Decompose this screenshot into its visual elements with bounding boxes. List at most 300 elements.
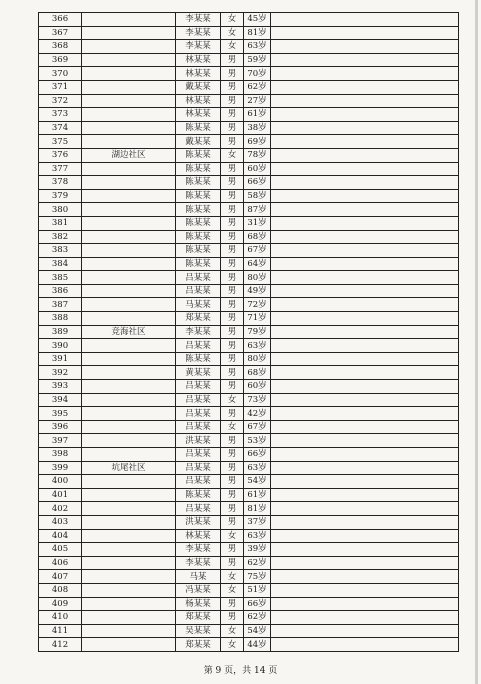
community-cell [82, 67, 176, 81]
person-name: 吕某某 [176, 393, 221, 407]
person-name: 吕某某 [176, 448, 221, 462]
person-age: 63岁 [244, 40, 271, 54]
person-age: 73岁 [244, 393, 271, 407]
community-cell [82, 488, 176, 502]
row-number: 366 [39, 13, 82, 27]
blank-cell [271, 244, 459, 258]
person-name: 戴某某 [176, 135, 221, 149]
row-number: 400 [39, 475, 82, 489]
blank-cell [271, 230, 459, 244]
person-name: 陈某某 [176, 121, 221, 135]
row-number: 390 [39, 339, 82, 353]
blank-cell [271, 380, 459, 394]
row-number: 412 [39, 638, 82, 652]
person-age: 44岁 [244, 638, 271, 652]
person-sex: 男 [221, 380, 244, 394]
blank-cell [271, 611, 459, 625]
person-sex: 男 [221, 366, 244, 380]
community-cell [82, 543, 176, 557]
person-sex: 男 [221, 176, 244, 190]
person-age: 81岁 [244, 502, 271, 516]
person-sex: 男 [221, 203, 244, 217]
community-cell: 坑尾社区 [82, 461, 176, 475]
person-sex: 男 [221, 230, 244, 244]
row-number: 368 [39, 40, 82, 54]
person-name: 冯某某 [176, 583, 221, 597]
person-age: 62岁 [244, 611, 271, 625]
person-name: 陈某某 [176, 162, 221, 176]
table-row [39, 189, 459, 203]
row-number: 370 [39, 67, 82, 81]
person-sex: 女 [221, 570, 244, 584]
blank-cell [271, 94, 459, 108]
row-number: 402 [39, 502, 82, 516]
person-age: 68岁 [244, 366, 271, 380]
blank-cell [271, 638, 459, 652]
table-row [39, 298, 459, 312]
person-name: 吴某某 [176, 624, 221, 638]
community-cell [82, 502, 176, 516]
community-cell [82, 26, 176, 40]
person-sex: 女 [221, 393, 244, 407]
blank-cell [271, 271, 459, 285]
row-number: 392 [39, 366, 82, 380]
row-number: 369 [39, 53, 82, 67]
blank-cell [271, 366, 459, 380]
table-row [39, 244, 459, 258]
table-row [39, 203, 459, 217]
table-row [39, 148, 459, 162]
row-number: 409 [39, 597, 82, 611]
person-name: 吕某某 [176, 461, 221, 475]
person-age: 61岁 [244, 108, 271, 122]
person-age: 63岁 [244, 529, 271, 543]
blank-cell [271, 162, 459, 176]
person-age: 62岁 [244, 556, 271, 570]
person-age: 37岁 [244, 515, 271, 529]
blank-cell [271, 393, 459, 407]
person-name: 杨某某 [176, 597, 221, 611]
community-cell [82, 366, 176, 380]
blank-cell [271, 502, 459, 516]
community-cell [82, 135, 176, 149]
community-cell [82, 475, 176, 489]
table-row [39, 366, 459, 380]
row-number: 407 [39, 570, 82, 584]
row-number: 397 [39, 434, 82, 448]
row-number: 376 [39, 148, 82, 162]
community-cell [82, 80, 176, 94]
blank-cell [271, 53, 459, 67]
person-name: 陈某某 [176, 488, 221, 502]
person-name: 林某某 [176, 108, 221, 122]
community-cell [82, 271, 176, 285]
blank-cell [271, 257, 459, 271]
blank-cell [271, 448, 459, 462]
row-number: 403 [39, 515, 82, 529]
table-row [39, 475, 459, 489]
blank-cell [271, 339, 459, 353]
person-age: 66岁 [244, 176, 271, 190]
blank-cell [271, 189, 459, 203]
community-cell [82, 529, 176, 543]
community-cell [82, 393, 176, 407]
blank-cell [271, 108, 459, 122]
community-cell [82, 53, 176, 67]
person-age: 60岁 [244, 380, 271, 394]
blank-cell [271, 135, 459, 149]
person-sex: 男 [221, 257, 244, 271]
roster-table-body [39, 13, 459, 652]
person-sex: 女 [221, 40, 244, 54]
person-name: 戴某某 [176, 80, 221, 94]
person-age: 78岁 [244, 148, 271, 162]
person-sex: 女 [221, 638, 244, 652]
community-cell [82, 407, 176, 421]
person-age: 79岁 [244, 325, 271, 339]
row-number: 372 [39, 94, 82, 108]
table-row [39, 624, 459, 638]
person-name: 陈某某 [176, 230, 221, 244]
person-age: 66岁 [244, 448, 271, 462]
person-name: 马某 [176, 570, 221, 584]
person-age: 45岁 [244, 13, 271, 27]
table-row [39, 393, 459, 407]
table-row [39, 121, 459, 135]
table-row [39, 502, 459, 516]
person-sex: 男 [221, 108, 244, 122]
table-row [39, 325, 459, 339]
person-name: 陈某某 [176, 176, 221, 190]
person-sex: 女 [221, 420, 244, 434]
community-cell [82, 570, 176, 584]
table-row [39, 284, 459, 298]
table-row [39, 135, 459, 149]
row-number: 406 [39, 556, 82, 570]
table-row [39, 461, 459, 475]
person-name: 吕某某 [176, 420, 221, 434]
person-sex: 男 [221, 162, 244, 176]
table-row [39, 67, 459, 81]
blank-cell [271, 121, 459, 135]
community-cell [82, 380, 176, 394]
person-name: 吕某某 [176, 284, 221, 298]
person-name: 吕某某 [176, 339, 221, 353]
person-sex: 男 [221, 135, 244, 149]
blank-cell [271, 284, 459, 298]
blank-cell [271, 80, 459, 94]
person-sex: 男 [221, 80, 244, 94]
person-sex: 男 [221, 543, 244, 557]
person-age: 64岁 [244, 257, 271, 271]
community-cell [82, 230, 176, 244]
person-sex: 男 [221, 407, 244, 421]
table-row [39, 216, 459, 230]
person-sex: 女 [221, 26, 244, 40]
table-row [39, 312, 459, 326]
person-age: 59岁 [244, 53, 271, 67]
table-row [39, 257, 459, 271]
blank-cell [271, 312, 459, 326]
community-cell [82, 312, 176, 326]
row-number: 396 [39, 420, 82, 434]
person-age: 53岁 [244, 434, 271, 448]
blank-cell [271, 434, 459, 448]
row-number: 388 [39, 312, 82, 326]
person-name: 吕某某 [176, 380, 221, 394]
person-sex: 男 [221, 53, 244, 67]
community-cell [82, 108, 176, 122]
row-number: 385 [39, 271, 82, 285]
row-number: 375 [39, 135, 82, 149]
person-name: 黄某某 [176, 366, 221, 380]
person-age: 49岁 [244, 284, 271, 298]
person-name: 林某某 [176, 94, 221, 108]
table-row [39, 80, 459, 94]
person-sex: 男 [221, 434, 244, 448]
person-sex: 女 [221, 13, 244, 27]
person-sex: 男 [221, 556, 244, 570]
community-cell [82, 298, 176, 312]
blank-cell [271, 407, 459, 421]
person-sex: 男 [221, 312, 244, 326]
row-number: 373 [39, 108, 82, 122]
row-number: 367 [39, 26, 82, 40]
table-row [39, 162, 459, 176]
person-sex: 男 [221, 475, 244, 489]
community-cell [82, 203, 176, 217]
person-sex: 男 [221, 611, 244, 625]
blank-cell [271, 203, 459, 217]
row-number: 399 [39, 461, 82, 475]
person-age: 66岁 [244, 597, 271, 611]
blank-cell [271, 176, 459, 190]
person-age: 58岁 [244, 189, 271, 203]
community-cell [82, 189, 176, 203]
page-footer: 第 9 页，共 14 页 [203, 666, 278, 676]
row-number: 395 [39, 407, 82, 421]
community-cell: 竞海社区 [82, 325, 176, 339]
person-age: 67岁 [244, 420, 271, 434]
person-sex: 男 [221, 298, 244, 312]
person-name: 陈某某 [176, 189, 221, 203]
row-number: 383 [39, 244, 82, 258]
community-cell: 湖边社区 [82, 148, 176, 162]
row-number: 386 [39, 284, 82, 298]
community-cell [82, 216, 176, 230]
person-age: 39岁 [244, 543, 271, 557]
table-row [39, 448, 459, 462]
person-age: 54岁 [244, 475, 271, 489]
person-name: 李某某 [176, 543, 221, 557]
person-name: 陈某某 [176, 216, 221, 230]
person-name: 马某某 [176, 298, 221, 312]
row-number: 378 [39, 176, 82, 190]
community-cell [82, 284, 176, 298]
person-age: 75岁 [244, 570, 271, 584]
person-age: 60岁 [244, 162, 271, 176]
blank-cell [271, 597, 459, 611]
table-row [39, 94, 459, 108]
blank-cell [271, 67, 459, 81]
row-number: 380 [39, 203, 82, 217]
blank-cell [271, 13, 459, 27]
person-name: 陈某某 [176, 203, 221, 217]
person-sex: 男 [221, 461, 244, 475]
community-cell [82, 176, 176, 190]
table-row [39, 108, 459, 122]
person-sex: 男 [221, 189, 244, 203]
person-sex: 女 [221, 583, 244, 597]
community-cell [82, 611, 176, 625]
person-age: 54岁 [244, 624, 271, 638]
blank-cell [271, 515, 459, 529]
table-row [39, 529, 459, 543]
blank-cell [271, 325, 459, 339]
blank-cell [271, 570, 459, 584]
community-cell [82, 420, 176, 434]
row-number: 393 [39, 380, 82, 394]
blank-cell [271, 40, 459, 54]
community-cell [82, 434, 176, 448]
person-sex: 女 [221, 624, 244, 638]
person-age: 51岁 [244, 583, 271, 597]
person-age: 61岁 [244, 488, 271, 502]
person-age: 38岁 [244, 121, 271, 135]
person-name: 郑某某 [176, 312, 221, 326]
person-name: 洪某某 [176, 515, 221, 529]
community-cell [82, 244, 176, 258]
person-sex: 男 [221, 597, 244, 611]
blank-cell [271, 529, 459, 543]
person-name: 陈某某 [176, 257, 221, 271]
person-sex: 男 [221, 121, 244, 135]
blank-cell [271, 352, 459, 366]
person-name: 陈某某 [176, 244, 221, 258]
table-row [39, 26, 459, 40]
blank-cell [271, 26, 459, 40]
blank-cell [271, 475, 459, 489]
table-row [39, 352, 459, 366]
person-name: 洪某某 [176, 434, 221, 448]
table-row [39, 543, 459, 557]
row-number: 394 [39, 393, 82, 407]
table-row [39, 13, 459, 27]
row-number: 381 [39, 216, 82, 230]
person-name: 林某某 [176, 529, 221, 543]
row-number: 405 [39, 543, 82, 557]
person-name: 吕某某 [176, 271, 221, 285]
person-name: 林某某 [176, 67, 221, 81]
blank-cell [271, 488, 459, 502]
person-age: 80岁 [244, 352, 271, 366]
community-cell [82, 583, 176, 597]
person-sex: 男 [221, 325, 244, 339]
table-row [39, 230, 459, 244]
community-cell [82, 556, 176, 570]
person-sex: 女 [221, 529, 244, 543]
row-number: 408 [39, 583, 82, 597]
row-number: 391 [39, 352, 82, 366]
person-name: 陈某某 [176, 148, 221, 162]
row-number: 401 [39, 488, 82, 502]
community-cell [82, 597, 176, 611]
person-name: 李某某 [176, 13, 221, 27]
person-age: 69岁 [244, 135, 271, 149]
table-row [39, 380, 459, 394]
person-sex: 男 [221, 339, 244, 353]
community-cell [82, 40, 176, 54]
blank-cell [271, 461, 459, 475]
table-row [39, 583, 459, 597]
row-number: 411 [39, 624, 82, 638]
person-name: 郑某某 [176, 611, 221, 625]
person-sex: 男 [221, 448, 244, 462]
table-row [39, 53, 459, 67]
blank-cell [271, 420, 459, 434]
table-row [39, 176, 459, 190]
person-name: 李某某 [176, 325, 221, 339]
community-cell [82, 121, 176, 135]
person-name: 吕某某 [176, 475, 221, 489]
blank-cell [271, 556, 459, 570]
community-cell [82, 624, 176, 638]
table-row [39, 434, 459, 448]
person-sex: 男 [221, 284, 244, 298]
person-age: 71岁 [244, 312, 271, 326]
community-cell [82, 13, 176, 27]
roster-table [38, 12, 459, 652]
row-number: 404 [39, 529, 82, 543]
person-name: 吕某某 [176, 407, 221, 421]
table-row [39, 271, 459, 285]
person-age: 70岁 [244, 67, 271, 81]
community-cell [82, 94, 176, 108]
table-row [39, 638, 459, 652]
row-number: 382 [39, 230, 82, 244]
community-cell [82, 638, 176, 652]
table-row [39, 570, 459, 584]
blank-cell [271, 543, 459, 557]
person-name: 吕某某 [176, 502, 221, 516]
person-age: 87岁 [244, 203, 271, 217]
person-name: 林某某 [176, 53, 221, 67]
community-cell [82, 352, 176, 366]
community-cell [82, 257, 176, 271]
row-number: 371 [39, 80, 82, 94]
person-sex: 男 [221, 94, 244, 108]
person-name: 李某某 [176, 40, 221, 54]
table-row [39, 515, 459, 529]
community-cell [82, 448, 176, 462]
blank-cell [271, 298, 459, 312]
table-row [39, 40, 459, 54]
community-cell [82, 339, 176, 353]
blank-cell [271, 148, 459, 162]
row-number: 389 [39, 325, 82, 339]
row-number: 374 [39, 121, 82, 135]
person-sex: 男 [221, 488, 244, 502]
person-sex: 男 [221, 352, 244, 366]
person-sex: 男 [221, 216, 244, 230]
table-row [39, 556, 459, 570]
person-age: 72岁 [244, 298, 271, 312]
table-row [39, 420, 459, 434]
person-age: 68岁 [244, 230, 271, 244]
person-age: 27岁 [244, 94, 271, 108]
table-row [39, 407, 459, 421]
table-row [39, 339, 459, 353]
